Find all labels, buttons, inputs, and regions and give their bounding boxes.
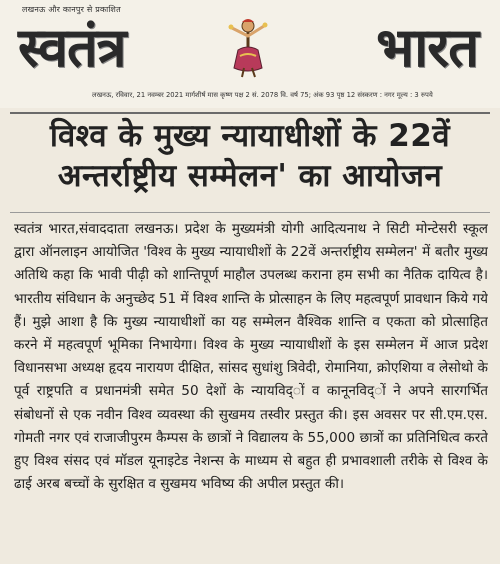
article-body-paragraph: स्वतंत्र भारत,संवाददाता लखनऊ। प्रदेश के मुख्यमंत्री योगी आदित्यनाथ ने सिटी मोन्टेसरी स्कूल द्वारा ऑनलाइन आयोजित 'विश्व के मुख्य न्यायाधीशों के 22वें अन्तर्राष्ट्रीय सम्मेलन' में बतौर मुख्य अतिथि कहा कि भावी पीढ़ी को शान्तिपूर्ण माहौल उपलब्ध कराना हम सभी का नैतिक दायित्व है। भारतीय संविधान के अनुच्छेद 51 में विश्व शान्ति के प्रोत्साहन के लिए महत्वपूर्ण प्रावधान किये गये हैं। मुझे आशा है कि मुख्य न्यायाधीशों का यह सम्मेलन वैश्विक शान्ति व एकता को प्रोत्साहित करने में महत्वपूर्ण भूमिका निभायेगा। विश्व के मुख्य न्यायाधीशों के इस सम्मेलन में आज प्रदेश विधानसभा अध्यक्ष हृदय नारायण दीक्षित, सांसद सुधांशु त्रिवेदी, रोमानिया, क्रोएशिया व लेसोथो के पूर्व राष्ट्रपति व प्रधानमंत्री समेत 50 देशों के न्यायविद्ों व कानूनविद्ों ने अपने सारगर्भित संबोधनों से एक नवीन विश्व व्यवस्था की सुखमय तस्वीर प्रस्तुत की। इस अवसर पर सी.एम.एस. गोमती नगर एवं राजाजीपुरम कैम्पस के छात्रों ने विद्यालय के 55,000 छात्रों का प्रतिनिधित्व करते हुए विश्व संसद एवं मॉडल यूनाइटेड नेशन्स के माध्यम से बहुत ही प्रभावशाली तरीके से विश्व के ढाई अरब बच्चों के सुरक्षित व सुखमय भविष्य की अपील प्रस्तुत की।: [14, 221, 488, 493]
headline-divider: [10, 212, 490, 213]
dancing-figure-emblem-icon: [220, 16, 276, 78]
headline-line-1: विश्व के मुख्य न्यायाधीशों के 22वें: [49, 118, 451, 154]
news-article: [0, 108, 500, 564]
brand-title-left: स्वतंत्र: [18, 15, 126, 79]
article-body: [14, 218, 488, 562]
newspaper-masthead: [0, 0, 500, 109]
article-headline: [0, 118, 500, 196]
top-divider: [10, 112, 490, 114]
brand-title-right: भारत: [376, 15, 478, 79]
publication-cities: लखनऊ और कानपुर से प्रकाशित: [22, 5, 121, 14]
issue-details: लखनऊ, रविवार, 21 नवम्बर 2021 मार्गशीर्ष मास कृष्ण पक्ष 2 सं. 2078 वि. वर्ष 75; अंक 93 पृष्ठ 12 संस्करण : नगर मूल्य : 3 रुपये: [92, 91, 433, 99]
headline-line-2: अन्तर्राष्ट्रीय सम्मेलन' का आयोजन: [57, 157, 443, 194]
newspaper-brand: [18, 17, 478, 77]
